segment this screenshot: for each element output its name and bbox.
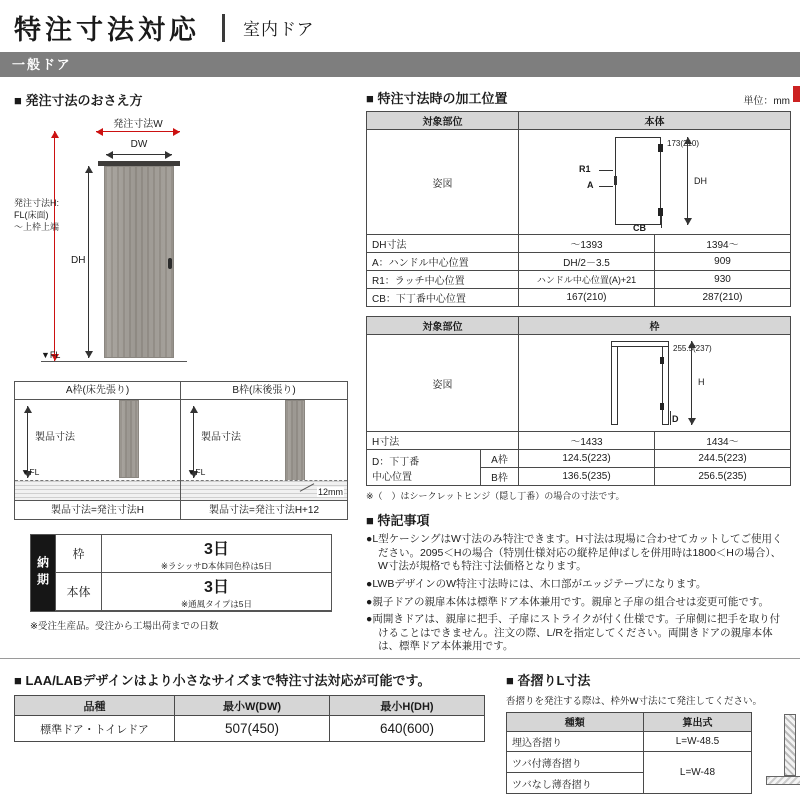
order-h-line1: 発注寸法H: xyxy=(14,198,60,208)
unit-label: 単位：mm xyxy=(743,96,790,107)
figure-a-label: A xyxy=(587,180,594,190)
r1-tick xyxy=(599,170,613,171)
gap-12mm-label: 12mm xyxy=(317,487,343,497)
t2-row-a-c1: 124.5(223) xyxy=(519,450,655,468)
t2-col-part: 対象部位 xyxy=(367,317,519,335)
section-title-order-dims: ■ 発注寸法のおさえ方 xyxy=(14,93,143,108)
kutsuzuri-formula-2: L=W-48 xyxy=(643,752,752,794)
kutsuzuri-table xyxy=(506,712,752,794)
delivery-table xyxy=(30,534,332,612)
a-tick xyxy=(599,186,613,187)
min-size-section xyxy=(14,670,486,742)
b-frame-formula: 製品寸法=発注寸法H+12 xyxy=(181,500,347,519)
a-frame-header: A枠(床先張り) xyxy=(15,382,181,400)
kutsuzuri-row xyxy=(506,712,796,794)
bottom-hinge-mark xyxy=(658,208,663,216)
figure-r1-label: R1 xyxy=(579,164,591,174)
a-frame-formula: 製品寸法=発注寸法H xyxy=(15,500,181,519)
frame-comparison-diagram xyxy=(14,381,348,520)
title-divider xyxy=(222,14,225,42)
delivery-note-frame: ※ラシッサD本体同色枠は5日 xyxy=(160,560,273,571)
delivery-part-frame: 枠 xyxy=(55,535,101,573)
b-door-strip xyxy=(285,400,305,486)
delivery-title: 納期 xyxy=(31,535,55,611)
floor-line xyxy=(41,361,187,362)
t1-row-r1-c2: 930 xyxy=(655,271,791,289)
dh-arrow xyxy=(88,166,89,358)
t1-row-dh-c1: ～1393 xyxy=(519,235,655,253)
note-item-2: ●LWBデザインのW特注寸法時には、木口部がエッジテープになります。 xyxy=(366,577,707,590)
t2-row-h-c2: 1434～ xyxy=(655,432,791,450)
order-h-arrow xyxy=(54,131,55,361)
kutsuzuri-diagram xyxy=(762,712,796,794)
figure-dh-arrow xyxy=(687,137,688,225)
delivery-days-frame: 3日 xyxy=(204,540,229,558)
head-jamb xyxy=(611,341,669,347)
delivery-value-frame xyxy=(101,535,331,573)
t1-col-target: 本体 xyxy=(519,112,791,130)
dw-arrow xyxy=(106,154,172,155)
machining-header-row xyxy=(366,88,790,107)
t1-row-a-label: A：ハンドル中心位置 xyxy=(367,253,519,271)
kutsuzuri-header-formula: 算出式 xyxy=(643,713,752,732)
note-item-3: ●親子ドアの親扉本体は標準ドア本体兼用です。親扉と子扉の組合せは変更可能です。 xyxy=(366,595,770,608)
min-size-header-type: 品種 xyxy=(15,696,175,716)
fl-label: ▼FL xyxy=(41,350,61,360)
left-column xyxy=(14,90,360,632)
kutsuzuri-type-2: ツバ付薄沓摺り xyxy=(507,752,644,773)
t2-row-b-c1: 136.5(235) xyxy=(519,468,655,486)
t1-row-dh-label: DH寸法 xyxy=(367,235,519,253)
min-size-title: ■ LAA/LABデザインはより小さなサイズまで特注寸法対応が可能です。 xyxy=(14,673,431,688)
delivery-note-body: ※通風タイプは5日 xyxy=(181,598,252,609)
kutsuzuri-type-3: ツバなし薄沓摺り xyxy=(507,773,644,794)
b-frame-header: B枠(床後張り) xyxy=(181,382,347,400)
delivery-days-body: 3日 xyxy=(204,578,229,596)
t1-row-cb-c2: 287(210) xyxy=(655,289,791,307)
secret-hinge-footnote: ※（ ）はシークレットヒンジ（隠し丁番）の場合の寸法です。 xyxy=(366,491,625,501)
page-edge-tab xyxy=(793,86,800,102)
order-w-label: 発注寸法W xyxy=(113,119,163,130)
kutsuzuri-frame-section xyxy=(784,714,796,776)
notes-title: ■ 特記事項 xyxy=(366,513,430,528)
delivery-part-body: 本体 xyxy=(55,573,101,611)
t2-sub-a: A枠 xyxy=(481,450,519,468)
door-handle xyxy=(168,258,172,269)
delivery-footnote: ※受注生産品。受注から工場出荷までの日数 xyxy=(30,621,219,632)
figure-dh-label: DH xyxy=(694,176,707,186)
order-h-line2: FL(床面) xyxy=(14,210,49,221)
delivery-value-body xyxy=(101,573,331,611)
note-item-1: ●L型ケーシングはW寸法のみ特注できます。H寸法は現場に合わせてカットしてご使用ください。2095＜Hの場合（特別仕様対応の縦枠足伸ばしを併用時は1800＜Hの場合）、W寸法が規格でも特注寸法価格となります。 xyxy=(366,533,783,573)
t2-row-h-label: H寸法 xyxy=(367,432,519,450)
t2-figure-label: 姿図 xyxy=(367,335,519,432)
min-size-h: 640(600) xyxy=(330,716,485,742)
frame-figure xyxy=(519,335,790,431)
section-title-machining: ■ 特注寸法時の加工位置 xyxy=(366,91,508,106)
t1-row-r1-c1: ハンドル中心位置(A)+21 xyxy=(519,271,655,289)
a-product-dim-label: 製品寸法 xyxy=(35,432,75,443)
right-column xyxy=(366,88,790,654)
min-size-header-h: 最小H(DH) xyxy=(330,696,485,716)
t2-sub-b: B枠 xyxy=(481,468,519,486)
b-fl-label: ▼FL xyxy=(187,467,206,477)
min-size-w: 507(450) xyxy=(175,716,330,742)
kutsuzuri-sill-section xyxy=(766,776,800,785)
a-fl-label: ▼FL xyxy=(21,467,40,477)
figure-cb-label: CB xyxy=(633,223,646,233)
a-door-strip xyxy=(119,400,139,478)
right-jamb xyxy=(662,341,669,425)
body-figure xyxy=(519,130,790,234)
kutsuzuri-section xyxy=(506,670,796,794)
door-order-diagram xyxy=(14,113,360,371)
kutsuzuri-title: ■ 沓摺りL寸法 xyxy=(506,673,591,688)
t2-figure-cell xyxy=(519,335,791,432)
door-image xyxy=(104,166,174,358)
section-divider xyxy=(0,658,800,659)
t1-figure-label: 姿図 xyxy=(367,130,519,235)
min-size-table xyxy=(14,695,485,742)
frame-top-hinge-mark xyxy=(660,357,664,364)
d-label-line1: D：下丁番 xyxy=(372,456,420,468)
t2-row-h-c1: ～1433 xyxy=(519,432,655,450)
d-position-label xyxy=(367,450,481,486)
t1-row-a-c1: DH/2－3.5 xyxy=(519,253,655,271)
t2-col-target: 枠 xyxy=(519,317,791,335)
page-title: 特注寸法対応 xyxy=(14,15,200,45)
figure-handle-mark xyxy=(614,176,617,185)
left-jamb xyxy=(611,341,618,425)
b-product-dim-label: 製品寸法 xyxy=(201,432,241,443)
frame-top-dim: 255.5(237) xyxy=(673,344,712,353)
min-size-header-w: 最小W(DW) xyxy=(175,696,330,716)
kutsuzuri-type-1: 埋込沓摺り xyxy=(507,731,644,752)
order-h-line3: ～上枠上端 xyxy=(14,222,60,233)
t1-row-r1-label: R1：ラッチ中心位置 xyxy=(367,271,519,289)
cb-bracket xyxy=(661,216,662,228)
t2-row-b-c2: 256.5(235) xyxy=(655,468,791,486)
t2-row-a-c2: 244.5(223) xyxy=(655,450,791,468)
page-subtitle: 室内ドア xyxy=(243,20,315,39)
t1-row-cb-c1: 167(210) xyxy=(519,289,655,307)
dw-label: DW xyxy=(130,139,148,150)
figure-h-label: H xyxy=(698,377,705,387)
t1-figure-cell xyxy=(519,130,791,235)
d-bracket xyxy=(670,411,671,425)
frame-bottom-hinge-mark xyxy=(660,403,664,410)
kutsuzuri-header-type: 種類 xyxy=(507,713,644,732)
a-frame-figure xyxy=(15,400,181,500)
figure-d-label: D xyxy=(672,414,679,424)
body-machining-table xyxy=(366,111,791,307)
b-frame-figure xyxy=(181,400,347,500)
order-h-label xyxy=(14,197,59,233)
top-hinge-dim: 173(210) xyxy=(667,139,700,148)
order-w-arrow xyxy=(96,131,180,132)
figure-h-arrow xyxy=(691,341,692,425)
kutsuzuri-formula-1: L=W-48.5 xyxy=(643,731,752,752)
note-item-4: ●両開きドアは、親扉に把手、子扉にストライクが付く仕様です。子扉側に把手を取り付けることはできません。注文の際、L/Rを指定してください。両開きドアの親扉本体は、標準ドア本体兼用です。 xyxy=(366,613,781,653)
top-hinge-mark xyxy=(658,144,663,152)
category-bar xyxy=(0,52,800,77)
min-size-type: 標準ドア・トイレドア xyxy=(15,716,175,742)
a-floor-hatch xyxy=(15,480,180,500)
kutsuzuri-note: 沓摺りを発注する際は、枠外W寸法にて発注してください。 xyxy=(506,696,762,707)
page-header xyxy=(14,8,315,47)
frame-machining-table xyxy=(366,316,791,486)
t1-col-part: 対象部位 xyxy=(367,112,519,130)
t1-row-cb-label: CB：下丁番中心位置 xyxy=(367,289,519,307)
d-label-line2: 中心位置 xyxy=(372,471,412,483)
category-label: 一般ドア xyxy=(12,57,72,72)
t1-row-a-c2: 909 xyxy=(655,253,791,271)
t1-row-dh-c2: 1394～ xyxy=(655,235,791,253)
figure-door-outline xyxy=(615,137,661,225)
dh-label: DH xyxy=(71,255,86,266)
